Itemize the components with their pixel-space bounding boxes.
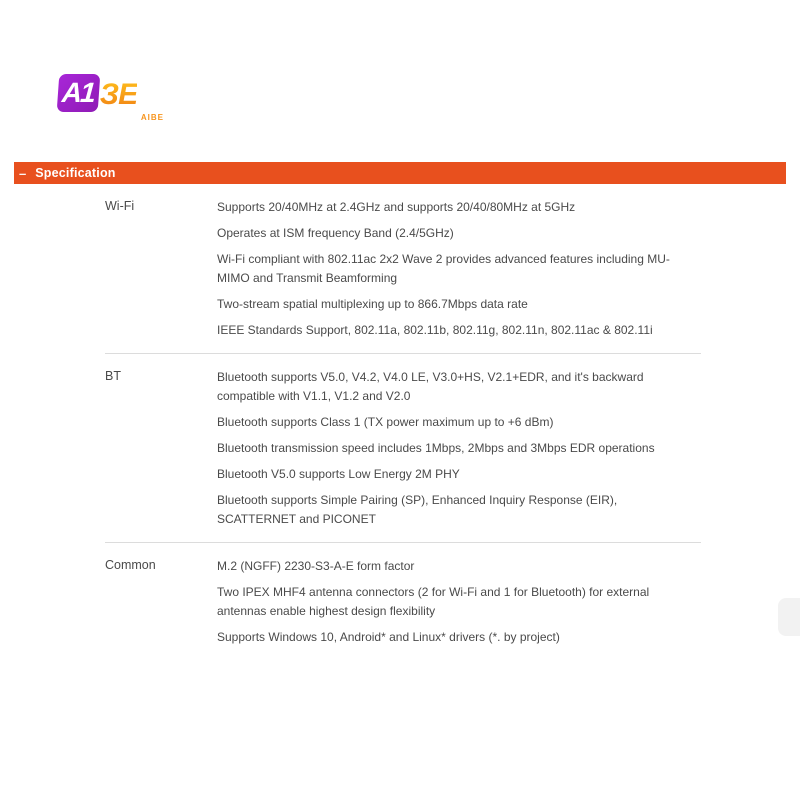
spec-label-bt: BT [105,369,121,383]
spec-item: Two-stream spatial multiplexing up to 866.7Mbps data rate [217,297,528,311]
spec-label-wifi: Wi-Fi [105,199,135,213]
header-dash: – [19,165,27,181]
spec-values-common [217,557,695,654]
spec-item: Bluetooth V5.0 supports Low Energy 2M PHY [217,467,460,481]
spec-section-wifi [105,184,701,353]
specification-title: Specification [35,166,116,180]
spec-values-bt [217,368,695,536]
spec-section-common [105,543,701,660]
spec-item: M.2 (NGFF) 2230-S3-A-E form factor [217,559,415,573]
spec-item: Bluetooth supports Class 1 (TX power maximum up to +6 dBm) [217,415,554,429]
specification-header-bar [14,162,786,184]
spec-item: Operates at ISM frequency Band (2.4/5GHz) [217,226,454,240]
spec-item: Supports Windows 10, Android* and Linux* drivers (*. by project) [217,630,560,644]
logo-subtext: AIBE [140,113,164,122]
brand-logo [58,74,178,122]
spec-item: IEEE Standards Support, 802.11a, 802.11b, 802.11g, 802.11n, 802.11ac & 802.11i [217,323,653,337]
page-edge-artifact [778,598,800,636]
logo-badge: A1 [57,74,100,112]
spec-item: Two IPEX MHF4 antenna connectors (2 for Wi-Fi and 1 for Bluetooth) for external antennas enable highest design flexibility [217,585,650,618]
spec-item: Wi-Fi compliant with 802.11ac 2x2 Wave 2 provides advanced features including MU-MIMO and Transmit Beamforming [217,252,670,285]
spec-label-common: Common [105,558,156,572]
spec-section-bt [105,354,701,542]
spec-values-wifi [217,198,695,347]
spec-item: Supports 20/40MHz at 2.4GHz and supports 20/40/80MHz at 5GHz [217,200,576,214]
brand-logo-mark [58,74,178,112]
spec-item: Bluetooth transmission speed includes 1Mbps, 2Mbps and 3Mbps EDR operations [217,441,655,455]
specification-table [105,184,701,660]
spec-item: Bluetooth supports Simple Pairing (SP), Enhanced Inquiry Response (EIR), SCATTERNET and PICONET [217,493,618,526]
logo-wordmark: ЗE [99,78,138,111]
spec-item: Bluetooth supports V5.0, V4.2, V4.0 LE, V3.0+HS, V2.1+EDR, and it's backward compatible with V1.1, V1.2 and V2.0 [217,370,644,403]
